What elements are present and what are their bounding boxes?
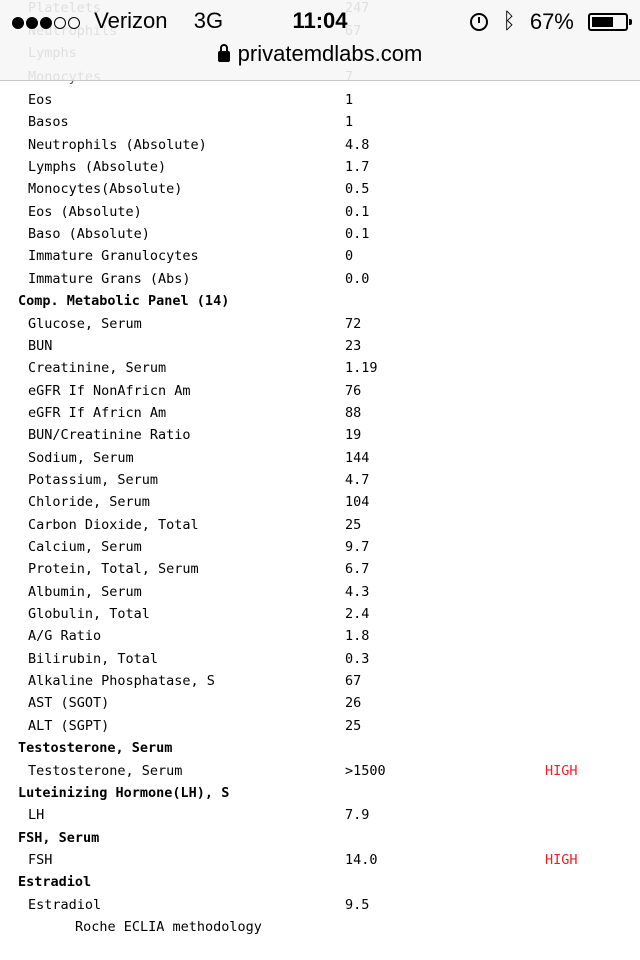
result-row: [0, 178, 640, 200]
section-header: [0, 827, 640, 849]
test-name: ALT (SGPT): [28, 718, 110, 734]
test-value: 9.5: [345, 897, 370, 913]
test-name: Carbon Dioxide, Total: [28, 517, 199, 533]
test-name: Baso (Absolute): [28, 226, 150, 242]
test-value: 67: [345, 673, 362, 689]
battery-percent: 67%: [529, 9, 574, 35]
lock-icon: [218, 51, 230, 62]
test-name: Bilirubin, Total: [28, 651, 159, 667]
alarm-icon: [470, 13, 488, 31]
result-row: [0, 402, 640, 424]
test-value: 14.0: [345, 852, 378, 868]
test-value: 9.7: [345, 539, 370, 555]
battery-icon: [588, 13, 628, 31]
section-header: [0, 782, 640, 804]
section-title: FSH, Serum: [18, 830, 100, 846]
test-value: 1.7: [345, 159, 370, 175]
test-name: Alkaline Phosphatase, S: [28, 673, 215, 689]
result-row: [0, 849, 640, 871]
test-value: 0.5: [345, 181, 370, 197]
test-name: FSH: [28, 852, 53, 868]
test-value: 1: [345, 114, 354, 130]
result-row: [0, 245, 640, 267]
result-row: [0, 581, 640, 603]
result-row: [0, 201, 640, 223]
section-title: Luteinizing Hormone(LH), S: [18, 785, 230, 801]
test-name: Immature Grans (Abs): [28, 271, 191, 287]
test-name: Roche ECLIA methodology: [75, 919, 262, 935]
test-name: Lymphs (Absolute): [28, 159, 167, 175]
test-value: 72: [345, 316, 362, 332]
result-row: [0, 268, 640, 290]
section-header: [0, 737, 640, 759]
test-name: Basos: [28, 114, 69, 130]
test-name: Glucose, Serum: [28, 316, 142, 332]
test-name: Eos: [28, 92, 53, 108]
test-name: eGFR If Africn Am: [28, 405, 167, 421]
test-name: AST (SGOT): [28, 695, 110, 711]
result-row: [0, 558, 640, 580]
status-time: 11:04: [292, 8, 348, 33]
test-name: Albumin, Serum: [28, 584, 142, 600]
test-value: 76: [345, 383, 362, 399]
result-row: [0, 625, 640, 647]
test-name: Sodium, Serum: [28, 450, 134, 466]
result-row: [0, 491, 640, 513]
test-value: 6.7: [345, 561, 370, 577]
test-name: BUN/Creatinine Ratio: [28, 427, 191, 443]
test-value: 4.8: [345, 137, 370, 153]
test-value: 1.19: [345, 360, 378, 376]
test-name: Monocytes(Absolute): [28, 181, 183, 197]
section-title: Comp. Metabolic Panel (14): [18, 293, 230, 309]
test-value: >1500: [345, 763, 386, 779]
result-row: [0, 223, 640, 245]
test-value: 1.8: [345, 628, 370, 644]
test-value: 1: [345, 92, 354, 108]
result-row: [0, 335, 640, 357]
test-value: 7.9: [345, 807, 370, 823]
bluetooth-icon: ᛒ: [502, 9, 516, 35]
test-value: 4.3: [345, 584, 370, 600]
carrier-label: Verizon: [94, 8, 168, 33]
result-row: [0, 469, 640, 491]
test-name: Immature Granulocytes: [28, 248, 199, 264]
test-value: 0.0: [345, 271, 370, 287]
result-row: [0, 648, 640, 670]
test-value: 25: [345, 517, 362, 533]
test-value: 0.1: [345, 226, 370, 242]
test-value: 0.3: [345, 651, 370, 667]
section-header: [0, 871, 640, 893]
result-row: [0, 760, 640, 782]
test-name: A/G Ratio: [28, 628, 102, 644]
test-name: Eos (Absolute): [28, 204, 142, 220]
result-row: [0, 134, 640, 156]
test-name: Potassium, Serum: [28, 472, 159, 488]
address-bar[interactable]: [0, 38, 640, 70]
status-right: [470, 4, 628, 38]
test-value: 23: [345, 338, 362, 354]
result-row: [0, 313, 640, 335]
test-value: 2.4: [345, 606, 370, 622]
high-flag: HIGH: [545, 763, 578, 779]
result-row: [0, 156, 640, 178]
test-value: 26: [345, 695, 362, 711]
test-value: 0.1: [345, 204, 370, 220]
section-title: Estradiol: [18, 874, 92, 890]
test-name: BUN: [28, 338, 53, 354]
result-row: [0, 447, 640, 469]
result-row: [0, 111, 640, 133]
test-name: Calcium, Serum: [28, 539, 142, 555]
result-row: [0, 357, 640, 379]
network-label: 3G: [193, 8, 224, 33]
test-value: 0: [345, 248, 354, 264]
result-row: [0, 715, 640, 737]
result-row: [0, 804, 640, 826]
method-note: [0, 916, 640, 938]
test-value: 4.7: [345, 472, 370, 488]
test-name: Neutrophils (Absolute): [28, 137, 207, 153]
test-name: LH: [28, 807, 45, 823]
test-value: 25: [345, 718, 362, 734]
section-header: [0, 290, 640, 312]
result-row: [0, 536, 640, 558]
status-bar: [0, 0, 640, 81]
test-value: 104: [345, 494, 370, 510]
result-row: [0, 670, 640, 692]
high-flag: HIGH: [545, 852, 578, 868]
section-title: Testosterone, Serum: [18, 740, 173, 756]
test-name: Creatinine, Serum: [28, 360, 167, 376]
result-row: [0, 603, 640, 625]
test-value: 19: [345, 427, 362, 443]
result-row: [0, 424, 640, 446]
result-row: [0, 894, 640, 916]
test-name: Chloride, Serum: [28, 494, 150, 510]
result-row: [0, 692, 640, 714]
result-row: [0, 514, 640, 536]
test-name: Estradiol: [28, 897, 102, 913]
test-value: 88: [345, 405, 362, 421]
url-text: privatemdlabs.com: [237, 41, 423, 66]
test-name: Globulin, Total: [28, 606, 150, 622]
test-name: Protein, Total, Serum: [28, 561, 199, 577]
result-row: [0, 89, 640, 111]
test-name: eGFR If NonAfricn Am: [28, 383, 191, 399]
test-value: 144: [345, 450, 370, 466]
test-name: Testosterone, Serum: [28, 763, 183, 779]
result-row: [0, 380, 640, 402]
